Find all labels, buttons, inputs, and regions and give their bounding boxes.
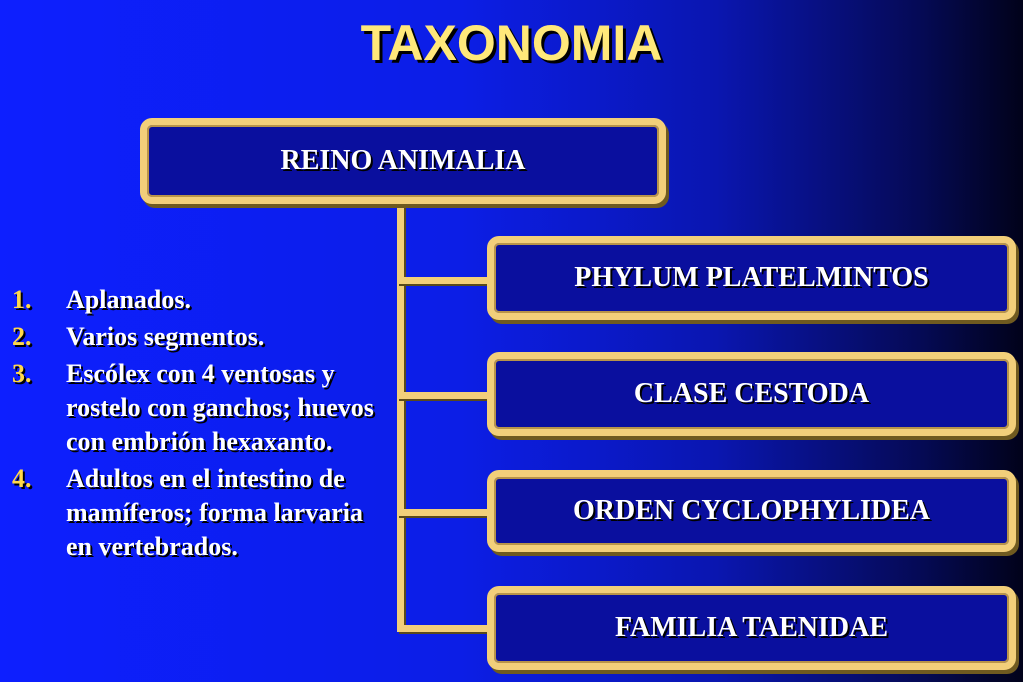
branch-line-order xyxy=(397,509,493,516)
kingdom-label: REINO ANIMALIA xyxy=(280,145,526,176)
list-item xyxy=(12,462,392,564)
phylum-label: PHYLUM PLATELMINTOS xyxy=(574,262,929,293)
order-box xyxy=(487,470,1016,552)
list-number: 2. xyxy=(12,322,32,351)
branch-line-class xyxy=(397,392,493,399)
branch-line-phylum xyxy=(397,277,493,284)
list-item xyxy=(12,320,392,354)
list-text: Adultos en el intestino de mamíferos; forma larvaria en vertebrados. xyxy=(66,464,363,561)
branch-line-family xyxy=(397,625,493,632)
list-number: 4. xyxy=(12,464,32,493)
list-text: Escólex con 4 ventosas y rostelo con ganchos; huevos con embrión hexaxanto. xyxy=(66,359,374,456)
class-label: CLASE CESTODA xyxy=(633,378,870,409)
list-text: Varios segmentos. xyxy=(66,322,265,351)
phylum-box xyxy=(487,236,1016,320)
list-text: Aplanados. xyxy=(66,285,191,314)
kingdom-box xyxy=(140,118,666,204)
class-box xyxy=(487,352,1016,436)
characteristics-list xyxy=(12,283,392,567)
list-number: 3. xyxy=(12,359,32,388)
list-item xyxy=(12,357,392,459)
tree-trunk-line xyxy=(397,200,404,632)
family-box xyxy=(487,586,1016,670)
family-label: FAMILIA TAENIDAE xyxy=(614,612,889,643)
list-number: 1. xyxy=(12,285,32,314)
slide-title: TAXONOMIA xyxy=(360,15,663,71)
list-item xyxy=(12,283,392,317)
order-label: ORDEN CYCLOPHYLIDEA xyxy=(572,495,931,526)
